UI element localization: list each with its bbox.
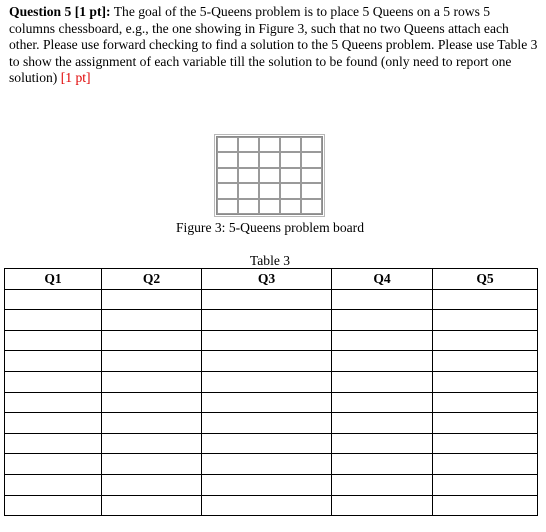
table-header-row [5,269,538,290]
table-cell[interactable] [5,495,102,516]
column-header-q1: Q1 [5,269,102,290]
table-row [5,392,538,413]
board-cell [238,168,259,183]
table-row [5,433,538,454]
table-cell[interactable] [433,392,538,413]
board-cell [259,199,280,214]
board-cell [301,152,322,167]
table-cell[interactable] [332,371,433,392]
queens-board [216,136,323,215]
table-cell[interactable] [433,310,538,331]
table-caption-text: Table 3 [249,253,291,268]
table-cell[interactable] [332,454,433,475]
table-row [5,310,538,331]
table-cell[interactable] [202,433,332,454]
column-header-q5: Q5 [433,269,538,290]
board-cell [301,199,322,214]
table-cell[interactable] [102,495,202,516]
board-cell [280,152,301,167]
board-cell [259,137,280,152]
board-cell [280,183,301,198]
table-cell[interactable] [202,351,332,372]
table-cell[interactable] [202,474,332,495]
question-points: [1 pt] [60,70,91,86]
figure-caption [0,220,540,236]
table-cell[interactable] [102,289,202,310]
table-cell[interactable] [102,433,202,454]
table-row [5,330,538,351]
table-cell[interactable] [5,433,102,454]
table-row [5,351,538,372]
table-cell[interactable] [102,454,202,475]
table-row [5,474,538,495]
question-text [9,4,539,87]
table-cell[interactable] [433,289,538,310]
table-cell[interactable] [433,495,538,516]
table-cell[interactable] [5,371,102,392]
table-cell[interactable] [202,495,332,516]
table-cell[interactable] [332,413,433,434]
board-cell [238,183,259,198]
table-cell[interactable] [5,351,102,372]
board-cell [217,137,238,152]
table-cell[interactable] [5,330,102,351]
table-cell[interactable] [332,474,433,495]
table-cell[interactable] [202,289,332,310]
board-cell [259,152,280,167]
table-cell[interactable] [433,474,538,495]
board-cell [238,137,259,152]
table-cell[interactable] [102,392,202,413]
question-label: Question 5 [1 pt]: [9,4,111,19]
table-cell[interactable] [202,392,332,413]
table-cell[interactable] [332,310,433,331]
table-cell[interactable] [102,413,202,434]
table-cell[interactable] [5,392,102,413]
table-cell[interactable] [102,474,202,495]
table-cell[interactable] [102,371,202,392]
table-cell[interactable] [102,310,202,331]
board-cell [280,137,301,152]
table-cell[interactable] [332,433,433,454]
table-cell[interactable] [332,351,433,372]
table-row [5,454,538,475]
table-cell[interactable] [202,454,332,475]
table-cell[interactable] [202,330,332,351]
table-cell[interactable] [433,371,538,392]
table-cell[interactable] [332,289,433,310]
board-cell [217,152,238,167]
board-cell [217,168,238,183]
board-cell [259,183,280,198]
solution-table [4,268,538,516]
table-cell[interactable] [433,433,538,454]
table-cell[interactable] [332,330,433,351]
table-body [5,289,538,516]
table-cell[interactable] [5,454,102,475]
board-cell [280,168,301,183]
table-cell[interactable] [202,310,332,331]
table-row [5,371,538,392]
table-cell[interactable] [433,413,538,434]
column-header-q3: Q3 [202,269,332,290]
board-cell [301,168,322,183]
table-cell[interactable] [102,330,202,351]
table-cell[interactable] [332,495,433,516]
table-cell[interactable] [5,413,102,434]
board-cell [238,199,259,214]
table-cell[interactable] [433,454,538,475]
table-cell[interactable] [5,474,102,495]
table-cell[interactable] [5,310,102,331]
board-cell [217,183,238,198]
table-cell[interactable] [433,351,538,372]
question-body: The goal of the 5-Queens problem is to place 5 Queens on a 5 rows 5 columns chessboard, e.g., the one showing in Figure 3, such that no two Queens attach each other. Please use forward checking to find a solution to the 5 Queens problem. Please use Table 3 to show the assignment of each variable till the solution to be found (only need to report one solution) [9,4,538,86]
board-cell [280,199,301,214]
table-cell[interactable] [5,289,102,310]
table-cell[interactable] [202,371,332,392]
figure-caption-text: Figure 3: 5-Queens problem board [175,220,364,235]
table-caption [0,253,540,269]
table-row [5,495,538,516]
table-cell[interactable] [433,330,538,351]
table-cell[interactable] [202,413,332,434]
board-cell [301,137,322,152]
board-cell [217,199,238,214]
table-cell[interactable] [332,392,433,413]
board-cell [301,183,322,198]
table-row [5,413,538,434]
table-cell[interactable] [102,351,202,372]
column-header-q4: Q4 [332,269,433,290]
board-cell [238,152,259,167]
board-cell [259,168,280,183]
column-header-q2: Q2 [102,269,202,290]
table-row [5,289,538,310]
